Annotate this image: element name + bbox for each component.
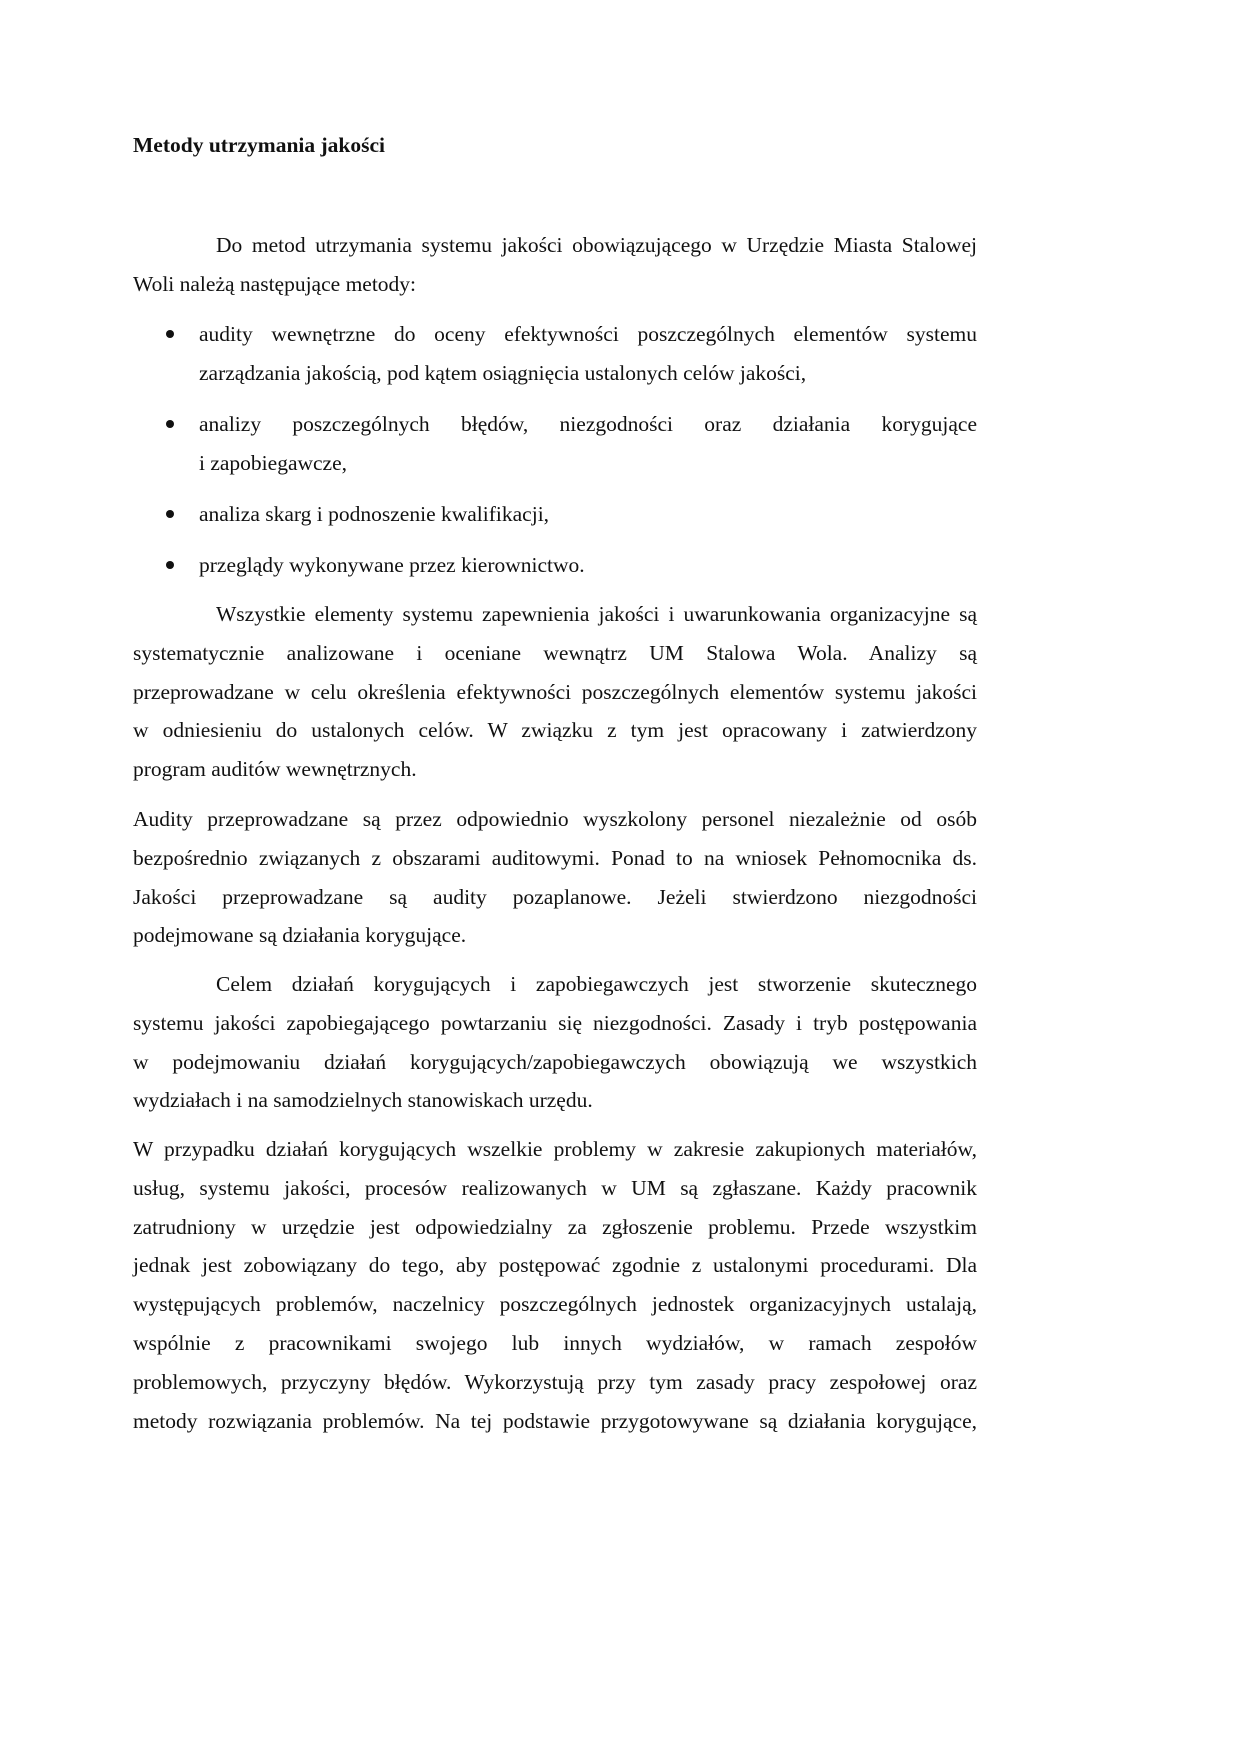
- text-line: podejmowane są działania korygujące.: [133, 923, 467, 948]
- list-item: [166, 405, 977, 483]
- bullet-icon: [166, 420, 174, 428]
- text-line: wspólnie z pracownikami swojego lub innych wydziałów, w ramach zespołów: [133, 1330, 977, 1355]
- text-line: analizy poszczególnych błędów, niezgodności oraz działania korygujące: [199, 412, 977, 436]
- list-item: [166, 315, 977, 393]
- intro-paragraph: [133, 226, 977, 304]
- bullet-icon: [166, 330, 174, 338]
- text-line: przeglądy wykonywane przez kierownictwo.: [199, 553, 585, 577]
- text-line: i zapobiegawcze,: [199, 450, 348, 475]
- text-line: W przypadku działań korygujących wszelkie problemy w zakresie zakupionych materiałów,: [133, 1137, 977, 1161]
- paragraph: [133, 595, 977, 789]
- list-item: [166, 546, 977, 585]
- bullet-icon: [166, 510, 174, 518]
- document-title: Metody utrzymania jakości: [133, 133, 385, 157]
- text-line: zarządzania jakością, pod kątem osiągnięcia ustalonych celów jakości,: [199, 360, 807, 385]
- text-line: wydziałach i na samodzielnych stanowiskach urzędu.: [133, 1088, 593, 1113]
- text-line: występujących problemów, naczelnicy poszczególnych jednostek organizacyjnych ustalają,: [133, 1292, 977, 1317]
- text-line: Do metod utrzymania systemu jakości obowiązującego w Urzędzie Miasta Stalowej: [216, 233, 977, 257]
- list-item: [166, 495, 977, 534]
- text-line: program auditów wewnętrznych.: [133, 757, 417, 782]
- text-line: zatrudniony w urzędzie jest odpowiedzialny za zgłoszenie problemu. Przede wszystkim: [133, 1214, 977, 1239]
- text-line: problemowych, przyczyny błędów. Wykorzystują przy tym zasady pracy zespołowej oraz: [133, 1369, 977, 1394]
- bullet-icon: [166, 561, 174, 569]
- text-line: Celem działań korygujących i zapobiegawczych jest stworzenie skutecznego: [216, 972, 977, 996]
- paragraph: [133, 800, 977, 955]
- text-line: w odniesieniu do ustalonych celów. W związku z tym jest opracowany i zatwierdzony: [133, 718, 977, 743]
- text-line: jednak jest zobowiązany do tego, aby postępować zgodnie z ustalonymi procedurami. Dla: [133, 1253, 977, 1278]
- text-line: Wszystkie elementy systemu zapewnienia jakości i uwarunkowania organizacyjne są: [216, 602, 977, 626]
- text-line: metody rozwiązania problemów. Na tej podstawie przygotowywane są działania korygujące,: [133, 1408, 977, 1433]
- text-line: Jakości przeprowadzane są audity pozaplanowe. Jeżeli stwierdzono niezgodności: [133, 884, 977, 909]
- paragraph: [133, 965, 977, 1120]
- text-line: systemu jakości zapobiegającego powtarzaniu się niezgodności. Zasady i tryb postępowania: [133, 1010, 977, 1035]
- text-line: w podejmowaniu działań korygujących/zapobiegawczych obowiązują we wszystkich: [133, 1049, 977, 1074]
- text-line: przeprowadzane w celu określenia efektywności poszczególnych elementów systemu jakości: [133, 679, 977, 704]
- text-line: Audity przeprowadzane są przez odpowiednio wyszkolony personel niezależnie od osób: [133, 807, 977, 831]
- text-line: systematycznie analizowane i oceniane wewnątrz UM Stalowa Wola. Analizy są: [133, 640, 977, 665]
- text-line: Woli należą następujące metody:: [133, 271, 417, 296]
- paragraph: [133, 1130, 977, 1440]
- text-line: audity wewnętrzne do oceny efektywności poszczególnych elementów systemu: [199, 322, 977, 346]
- text-line: analiza skarg i podnoszenie kwalifikacji,: [199, 502, 550, 526]
- text-line: bezpośrednio związanych z obszarami auditowymi. Ponad to na wniosek Pełnomocnika ds.: [133, 845, 977, 870]
- text-line: usług, systemu jakości, procesów realizowanych w UM są zgłaszane. Każdy pracownik: [133, 1175, 977, 1200]
